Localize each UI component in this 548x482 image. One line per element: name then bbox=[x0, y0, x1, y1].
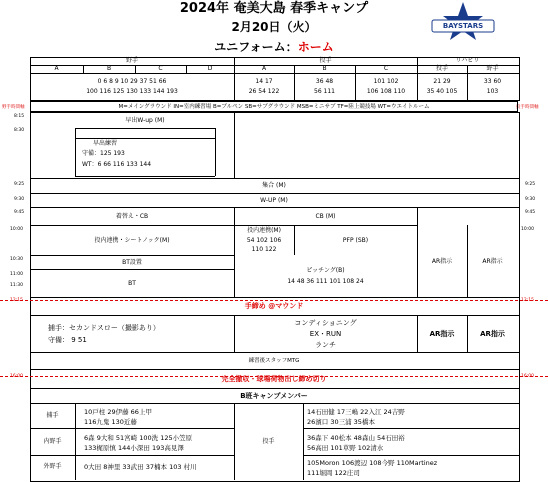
col-rehab-fielder: 野手 bbox=[486, 65, 499, 72]
time-label: 8:30 bbox=[14, 128, 25, 133]
ex-run-block: EX・RUN bbox=[309, 329, 342, 338]
time-label: 11:30 bbox=[10, 283, 23, 288]
b-pitcher-label: 投手 bbox=[262, 438, 275, 445]
b-pitcher-list-3: 36森下 40松本 48森山 54石田裕 bbox=[307, 434, 405, 442]
page-title: 2024年 奄美大島 春季キャンプ bbox=[179, 0, 369, 16]
b-infield-list-2: 133梶原慎 144小深田 193高見澤 bbox=[84, 444, 184, 452]
fielder-timeline-mark: 野手時間軸 bbox=[2, 105, 25, 110]
rehab-fielder-numbers-2: 103 bbox=[486, 87, 499, 95]
early-practice-wt: WT：6 66 116 133 144 bbox=[82, 161, 152, 168]
col-rehab-pitcher: 投手 bbox=[435, 65, 448, 72]
time-label: 8:15 bbox=[14, 114, 25, 119]
pitcher-a-numbers-2: 26 54 122 bbox=[248, 87, 280, 95]
time-label: 10:00 bbox=[10, 227, 23, 232]
fielder-cb-block: 着替え・CB bbox=[115, 212, 149, 220]
time-label: 9:25 bbox=[525, 182, 536, 187]
time-label: 9:30 bbox=[525, 197, 536, 202]
fielder-numbers-1: 0 6 8 9 10 29 37 51 66 bbox=[97, 77, 167, 85]
assembly-block: 集合 (M) bbox=[262, 182, 286, 189]
pitcher-b-numbers-1: 36 48 bbox=[315, 77, 334, 85]
rehab-pitcher-numbers-1: 21 29 bbox=[433, 77, 451, 85]
col-pitcher-a: A bbox=[261, 65, 267, 72]
baystars-logo bbox=[430, 0, 496, 50]
rehab-fielder-numbers-1: 33 60 bbox=[483, 77, 502, 85]
time-label: 12:15 bbox=[521, 298, 534, 303]
time-label: 10:00 bbox=[521, 227, 534, 232]
b-pitcher-list-6: 111堀岡 122庄司 bbox=[307, 469, 360, 477]
pitching-title: ピッチング(B) bbox=[306, 267, 345, 274]
uniform-line bbox=[160, 38, 388, 54]
pitcher-c-numbers-2: 106 108 110 bbox=[366, 87, 406, 95]
staff-meeting-block: 練習後スタッフMTG bbox=[248, 358, 300, 364]
early-wup-block: 早出W-up (M) bbox=[125, 117, 165, 124]
schedule-date: 2月20日（火） bbox=[231, 19, 317, 34]
relay-knock-block: 投内連携・シートノック(M) bbox=[94, 236, 170, 244]
b-pitcher-list-5: 105Moron 106渡辺 108今野 110Martinez bbox=[307, 459, 438, 467]
pitcher-b-numbers-2: 56 111 bbox=[314, 87, 335, 95]
col-fielder-d: D bbox=[207, 65, 213, 72]
uniform-label: ユニフォーム： bbox=[214, 39, 298, 54]
ar-afternoon-fielder: AR指示 bbox=[480, 330, 505, 338]
finish-ceremony: 手締め @マウンド bbox=[244, 302, 304, 310]
time-label: 11:00 bbox=[10, 272, 23, 277]
pitcher-relay-list-2: 110 122 bbox=[251, 245, 277, 253]
b-catcher-list-1: 10戸柱 29伊藤 66上甲 bbox=[84, 408, 152, 416]
pitcher-cb-block: CB (M) bbox=[315, 212, 336, 220]
ar-afternoon-pitcher: AR指示 bbox=[429, 330, 455, 338]
time-label: 9:45 bbox=[14, 210, 25, 215]
pfp-block: PFP (SB) bbox=[342, 236, 369, 244]
b-catcher-label: 捕手 bbox=[46, 412, 59, 419]
logo-text: BAYSTARS bbox=[442, 22, 484, 30]
col-pitcher-c: C bbox=[383, 65, 389, 72]
conditioning-block: コンディショニング bbox=[294, 318, 357, 327]
pitching-list: 14 48 36 111 101 108 24 bbox=[287, 278, 364, 285]
b-outfield-label: 外野手 bbox=[43, 463, 62, 470]
bt-setup-block: BT設置 bbox=[122, 258, 142, 266]
time-label: 16:00 bbox=[10, 374, 23, 379]
group-pitcher-header: 投手 bbox=[319, 57, 332, 64]
time-label: 9:25 bbox=[14, 182, 25, 187]
col-fielder-b: B bbox=[106, 65, 112, 72]
pitcher-c-numbers-1: 101 102 bbox=[373, 77, 399, 85]
group-rehab-header: リハビリ bbox=[455, 57, 480, 64]
wup-block: W-UP (M) bbox=[260, 196, 288, 204]
b-infield-list-1: 6森 9大和 51宮崎 100洗 125小笠原 bbox=[84, 434, 193, 442]
b-pitcher-list-2: 26濱口 30三浦 35橋本 bbox=[307, 418, 375, 426]
fielder-numbers-2: 100 116 125 130 133 144 193 bbox=[86, 87, 178, 95]
time-label: 9:45 bbox=[525, 210, 536, 215]
b-members-title: B班キャンプメンバー bbox=[240, 392, 308, 400]
group-fielder-header: 野手 bbox=[125, 57, 138, 64]
catcher-second-throw: 捕手：セカンドスロー（撮影あり） bbox=[48, 324, 160, 332]
b-catcher-list-2: 116九鬼 130近藤 bbox=[84, 418, 137, 426]
ar-rehab-pitcher: AR指示 bbox=[431, 257, 453, 265]
b-pitcher-list-1: 14石田健 17三嶋 22入江 24吉野 bbox=[307, 408, 405, 416]
pitcher-relay-list-1: 54 102 106 bbox=[246, 236, 282, 244]
early-practice-title: 早出練習 bbox=[92, 140, 117, 147]
pitcher-relay-title: 投内連携(M) bbox=[247, 226, 281, 234]
col-fielder-c: C bbox=[158, 65, 163, 72]
time-label: 12:15 bbox=[10, 298, 23, 303]
catcher-defense: 守備： 9 51 bbox=[48, 336, 87, 344]
time-label: 10:30 bbox=[10, 257, 23, 262]
b-pitcher-list-4: 56高田 101草野 102清水 bbox=[307, 444, 384, 452]
time-label: 16:00 bbox=[521, 374, 534, 379]
bt-block: BT bbox=[128, 279, 136, 287]
withdraw-deadline: 完全撤収・球場荷物出し締め切り bbox=[221, 375, 327, 383]
early-practice-defense: 守備：125 193 bbox=[82, 150, 125, 157]
pitcher-a-numbers-1: 14 17 bbox=[255, 77, 273, 85]
b-infield-label: 内野手 bbox=[43, 438, 62, 445]
col-pitcher-b: B bbox=[322, 65, 327, 72]
uniform-value: ホーム bbox=[297, 39, 334, 54]
rehab-pitcher-numbers-2: 35 40 105 bbox=[426, 87, 458, 95]
lunch-block: ランチ bbox=[315, 340, 336, 349]
pitcher-timeline-mark: 投手時間軸 bbox=[516, 105, 539, 110]
location-legend: M=メイングラウンド IN=室内練習場 B=ブルペン SB=サブグラウンド MSB=ミニサブ TF=陸上競技場 WT=ウエイトルーム bbox=[30, 101, 518, 112]
col-fielder-a: A bbox=[54, 65, 59, 72]
b-outfield-list-1: 0大田 8神里 33武田 37楠本 103 村川 bbox=[84, 463, 197, 471]
time-label: 9:30 bbox=[14, 197, 25, 202]
ar-rehab-fielder: AR指示 bbox=[482, 257, 503, 265]
